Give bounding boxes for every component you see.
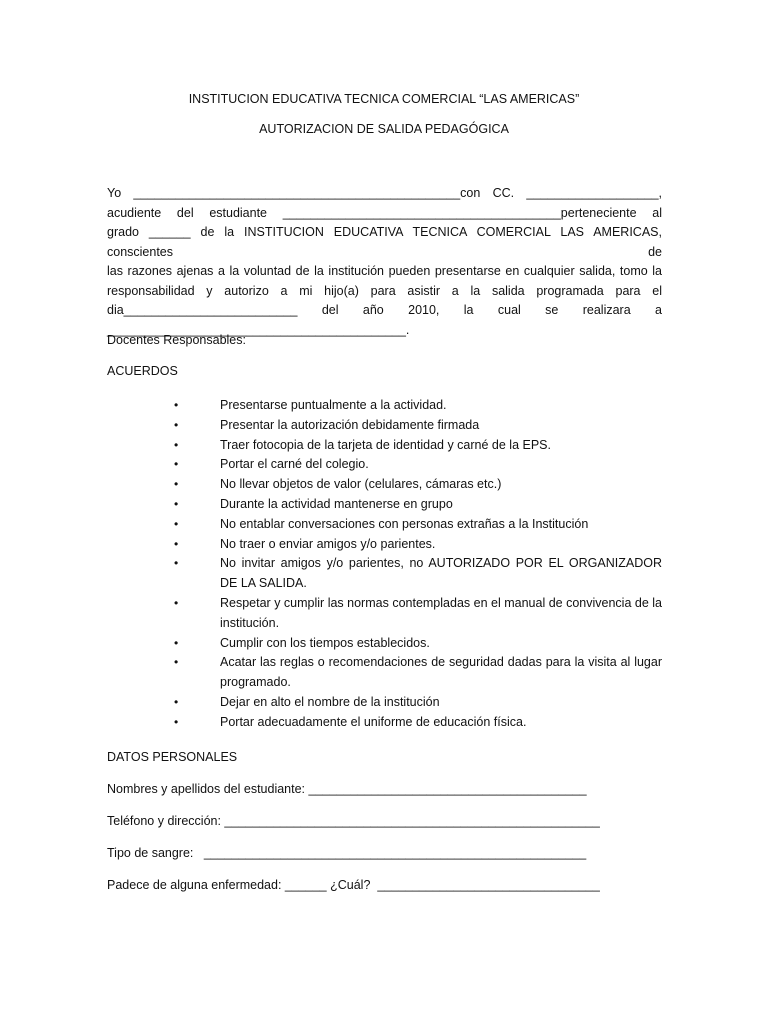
bullet-icon: • — [174, 516, 179, 531]
bullet-icon: • — [174, 635, 179, 650]
illness-field: Padece de alguna enfermedad: ______ ¿Cuál? ________________________________ — [107, 878, 600, 892]
student-name-field: Nombres y apellidos del estudiante: ________________________________________ — [107, 782, 587, 796]
bullet-icon: • — [174, 437, 179, 452]
list-item: • Respetar y cumplir las normas contempladas en el manual de convivencia de la institución. — [174, 595, 662, 630]
authorization-line-5: responsabilidad y autorizo a mi hijo(a) para asistir a la salida programada para el — [107, 283, 662, 298]
bullet-icon: • — [174, 595, 179, 610]
bullet-icon: • — [174, 477, 179, 492]
datos-personales-label: DATOS PERSONALES — [107, 750, 238, 764]
bullet-icon: • — [174, 398, 179, 412]
bullet-icon: • — [174, 655, 179, 670]
list-item: • Dejar en alto el nombre de la institución — [220, 693, 662, 713]
acuerdos-label: ACUERDOS — [107, 364, 178, 378]
list-item: • No entablar conversaciones con personas extrañas a la Institución — [220, 515, 662, 535]
list-item: • Cumplir con los tiempos establecidos. — [220, 634, 662, 654]
list-item: • Portar el carné del colegio. — [220, 455, 662, 475]
bullet-icon: • — [174, 417, 179, 432]
list-item: • No llevar objetos de valor (celulares, cámaras etc.) — [220, 475, 662, 495]
phone-address-field: Teléfono y dirección: ______________________________________________________ — [107, 814, 600, 828]
docentes-label: Docentes Responsables: — [107, 333, 246, 347]
bullet-icon: • — [174, 536, 179, 551]
list-item: • No traer o enviar amigos y/o parientes. — [220, 535, 662, 555]
document-subtitle: AUTORIZACION DE SALIDA PEDAGÓGICA — [259, 122, 509, 136]
acuerdos-list — [174, 396, 662, 733]
list-item: • Acatar las reglas o recomendaciones de seguridad dadas para la visita al lugar programado. — [174, 655, 662, 690]
authorization-paragraph — [107, 184, 662, 340]
authorization-line-4: las razones ajenas a la voluntad de la institución pueden presentarse en cualquier salida, tomo la — [107, 264, 662, 278]
list-item: • No invitar amigos y/o parientes, no AUTORIZADO POR EL ORGANIZADOR DE LA SALIDA. — [174, 556, 662, 591]
bullet-icon: • — [174, 556, 179, 571]
list-item: • Presentarse puntualmente a la actividad. — [220, 396, 662, 416]
list-item: • Presentar la autorización debidamente firmada — [220, 416, 662, 436]
authorization-line-7: ___________________________________________. — [107, 322, 410, 337]
document-title: INSTITUCION EDUCATIVA TECNICA COMERCIAL “LAS AMERICAS” — [188, 92, 580, 106]
authorization-line-2: acudiente del estudiante ________________________________________perteneciente al — [107, 205, 662, 220]
authorization-line-1: Yo _______________________________________________con CC. ___________________, — [107, 186, 662, 200]
list-item: • Portar adecuadamente el uniforme de educación física. — [220, 713, 662, 733]
bullet-icon: • — [174, 694, 179, 709]
authorization-line-3: grado ______ de la INSTITUCION EDUCATIVA TECNICA COMERCIAL LAS AMERICAS, conscientes de — [107, 225, 662, 259]
bullet-icon: • — [174, 714, 179, 729]
bullet-icon: • — [174, 496, 179, 511]
blood-type-field: Tipo de sangre: _______________________________________________________ — [107, 846, 587, 860]
list-item: • Traer fotocopia de la tarjeta de identidad y carné de la EPS. — [220, 436, 662, 456]
authorization-line-6: dia_________________________ del año 2010, la cual se realizara a — [107, 303, 662, 317]
bullet-icon: • — [174, 457, 179, 472]
list-item: • Durante la actividad mantenerse en grupo — [220, 495, 662, 515]
